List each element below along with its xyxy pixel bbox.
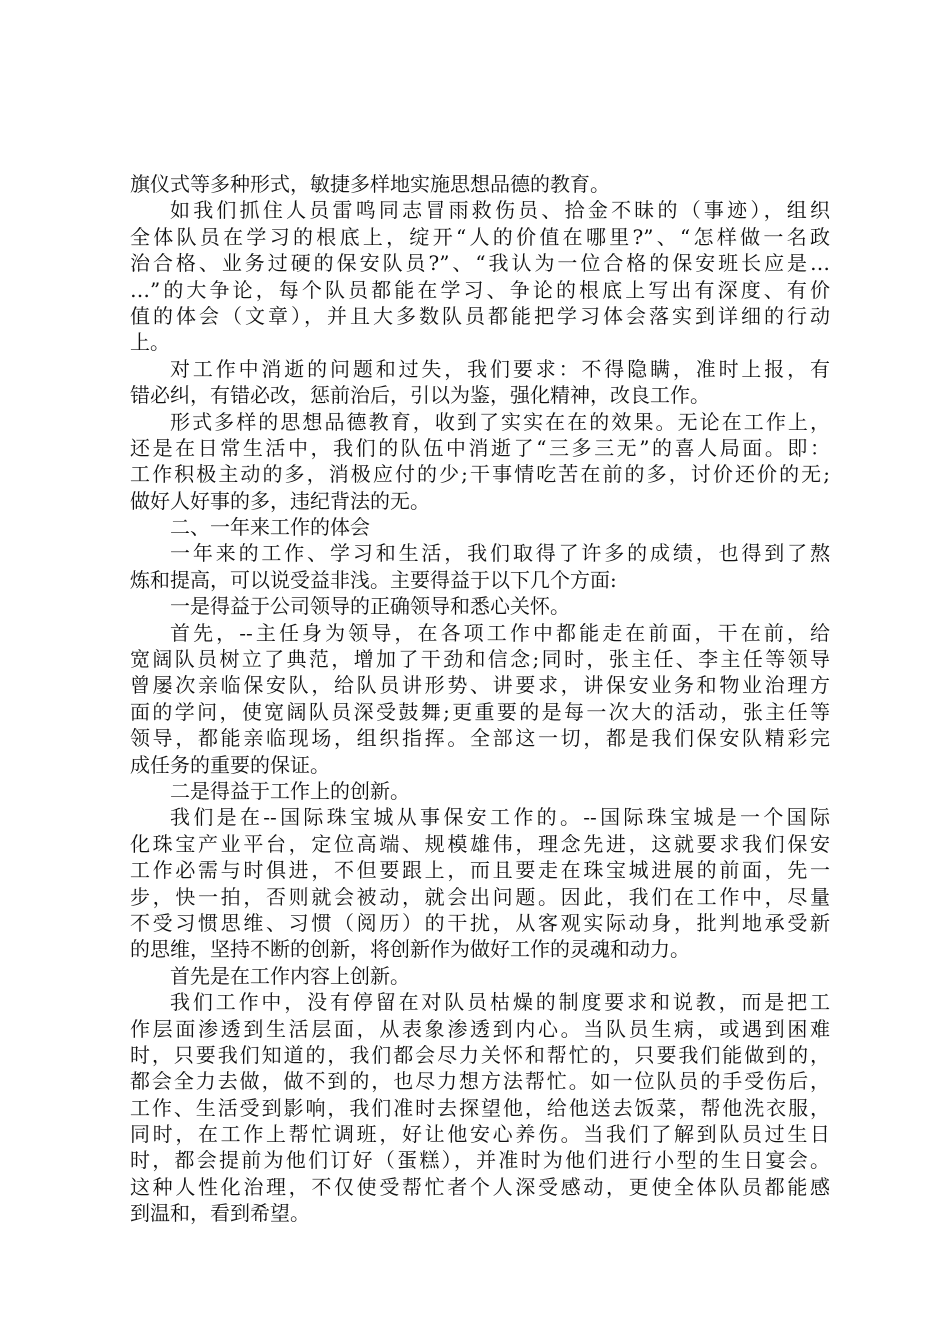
- text-line: 如我们抓住人员雷鸣同志冒雨救伤员、拾金不昧的（事迹），组织: [170, 198, 830, 223]
- text-line: 的思维，坚持不断的创新，将创新作为做好工作的灵魂和动力。: [130, 937, 690, 962]
- text-line: 炼和提高，可以说受益非浅。主要得益于以下几个方面:: [130, 567, 617, 592]
- text-line: 时，都会提前为他们订好（蛋糕），并准时为他们进行小型的生日宴会。: [130, 1148, 830, 1173]
- text-line: 这种人性化治理，不仅使受帮忙者个人深受感动，更使全体队员都能感: [130, 1174, 830, 1199]
- text-line: 做好人好事的多，违纪背法的无。: [130, 488, 430, 513]
- text-line: 我们是在--国际珠宝城从事保安工作的。--国际珠宝城是一个国际: [170, 805, 830, 830]
- text-line: 对工作中消逝的问题和过失，我们要求：不得隐瞒，准时上报，有: [170, 356, 830, 381]
- text-line: 作层面渗透到生活层面，从表象渗透到内心。当队员生病，或遇到困难: [130, 1016, 830, 1041]
- text-line: 值的体会（文章），并且大多数队员都能把学习体会落实到详细的行动: [130, 303, 830, 328]
- text-line: 同时，在工作上帮忙调班，好让他安心养伤。当我们了解到队员过生日: [130, 1122, 830, 1147]
- text-line: …”的大争论，每个队员都能在学习、争论的根底上写出有深度、有价: [130, 277, 830, 302]
- text-line: 工作积极主动的多，消极应付的少;干事情吃苦在前的多，讨价还价的无;: [130, 462, 830, 487]
- section-heading: 二、一年来工作的体会: [170, 515, 370, 540]
- text-line: 时，只要我们知道的，我们都会尽力关怀和帮忙的，只要我们能做到的，: [130, 1042, 830, 1067]
- text-line: 我们工作中，没有停留在对队员枯燥的制度要求和说教，而是把工: [170, 990, 830, 1015]
- text-line: 化珠宝产业平台，定位高端、规模雄伟，理念先进，这就要求我们保安: [130, 831, 830, 856]
- text-line: 到温和，看到希望。: [130, 1201, 310, 1226]
- text-line: 曾屡次亲临保安队，给队员讲形势、讲要求，讲保安业务和物业治理方: [130, 673, 830, 698]
- text-line: 错必纠，有错必改，惩前治后，引以为鉴，强化精神，改良工作。: [130, 383, 710, 408]
- text-line: 不受习惯思维、习惯（阅历）的干扰，从客观实际动身，批判地承受新: [130, 910, 830, 935]
- text-line: 全体队员在学习的根底上，绽开“人的价值在哪里?”、“怎样做一名政: [130, 224, 830, 249]
- text-line: 成任务的重要的保证。: [130, 752, 330, 777]
- text-line: 工作必需与时俱进，不但要跟上，而且要走在珠宝城进展的前面，先一: [130, 858, 830, 883]
- text-line: 二是得益于工作上的创新。: [170, 778, 410, 803]
- text-line: 还是在日常生活中，我们的队伍中消逝了“三多三无”的喜人局面。即：: [130, 435, 830, 460]
- text-line: 步，快一拍，否则就会被动，就会出问题。因此，我们在工作中，尽量: [130, 884, 830, 909]
- text-line: 都会全力去做，做不到的，也尽力想方法帮忙。如一位队员的手受伤后，: [130, 1069, 830, 1094]
- text-line: 领导，都能亲临现场，组织指挥。全部这一切，都是我们保安队精彩完: [130, 726, 830, 751]
- text-line: 治合格、业务过硬的保安队员?”、“我认为一位合格的保安班长应是…: [130, 251, 830, 276]
- text-line: 旗仪式等多种形式，敏捷多样地实施思想品德的教育。: [130, 172, 610, 196]
- text-line: 一是得益于公司领导的正确领导和悉心关怀。: [170, 594, 570, 619]
- text-line: 一年来的工作、学习和生活，我们取得了许多的成绩，也得到了熬: [170, 541, 830, 566]
- text-line: 上。: [130, 330, 170, 355]
- text-line: 宽阔队员树立了典范，增加了干劲和信念;同时，张主任、李主任等领导: [130, 647, 830, 672]
- document-page: [130, 171, 830, 1227]
- text-line: 形式多样的思想品德教育，收到了实实在在的效果。无论在工作上，: [170, 409, 830, 434]
- text-line: 工作、生活受到影响，我们准时去探望他，给他送去饭菜，帮他洗衣服，: [130, 1095, 830, 1120]
- text-line: 首先是在工作内容上创新。: [170, 963, 410, 988]
- text-line: 面的学问，使宽阔队员深受鼓舞;更重要的是每一次大的活动，张主任等: [130, 699, 830, 724]
- text-line: 首先，--主任身为领导，在各项工作中都能走在前面，干在前，给: [170, 620, 830, 645]
